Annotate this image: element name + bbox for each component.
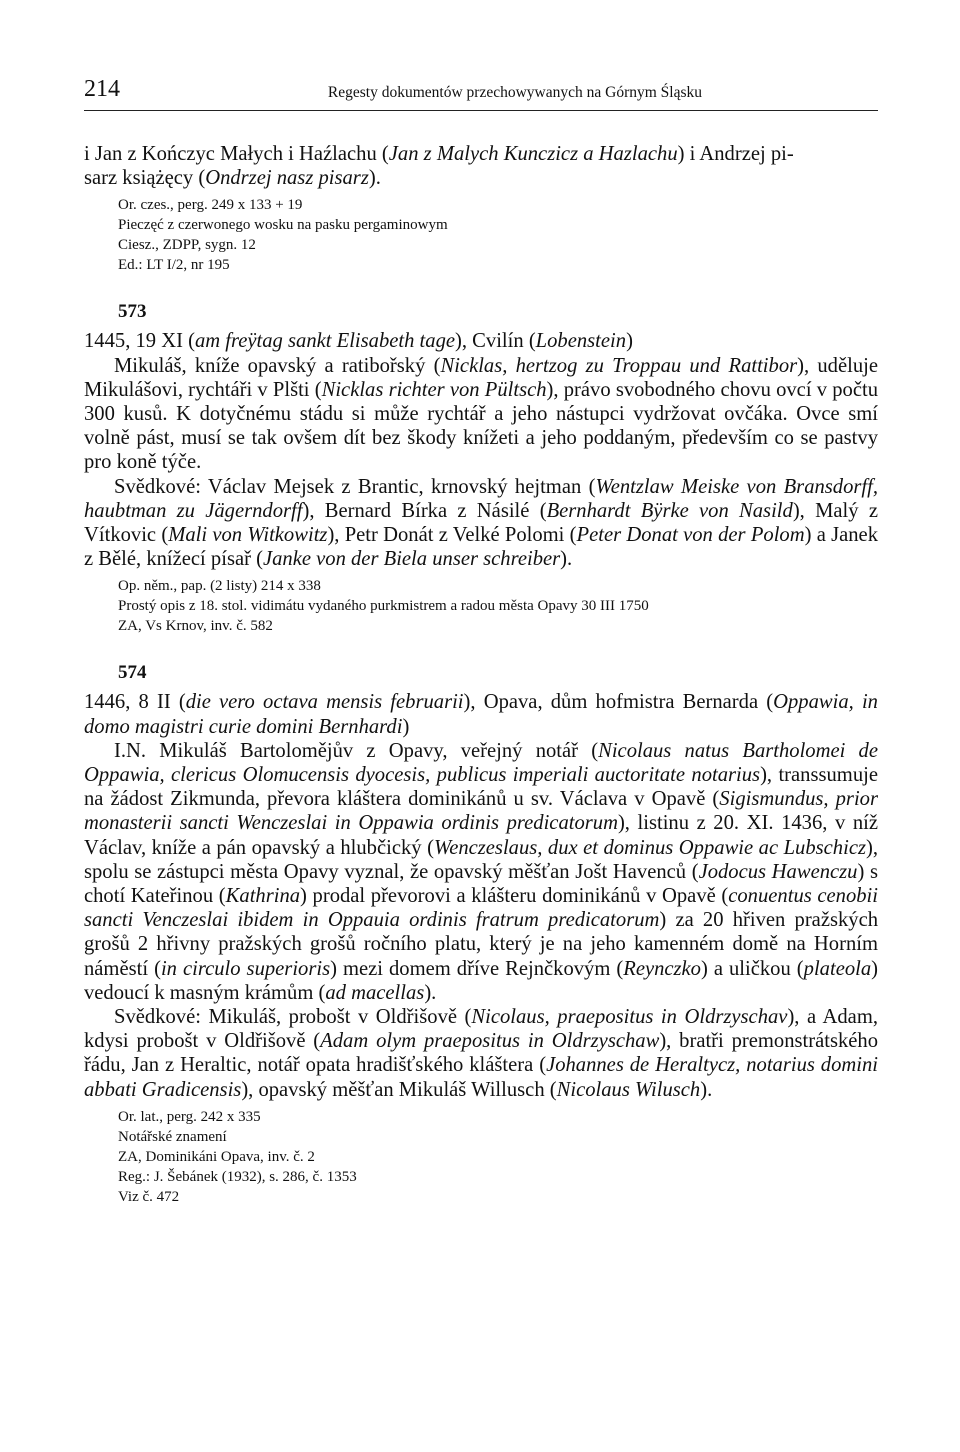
entry-date-place: 1446, 8 II (die vero octava mensis februarii), Opava, dům hofmistra Bernarda (Oppawia, in domo magistri curie domini Bernhardi): [84, 691, 878, 738]
archival-note: Op. něm., pap. (2 listy) 214 x 338: [118, 578, 321, 595]
entry-witnesses: Svědkové: Václav Mejsek z Brantic, krnovský hejtman (Wentzlaw Meiske von Bransdorff, haubtman zu Jägerndorff), Bernard Bírka z Násilé (Bernhardt Bÿrke von Nasild), Malý z Vítkovic (Mali von Witkowitz), Petr Donát z Velké Polomi (Peter Donat von der Polom) a Janek z Bělé, knížecí písař (Janke von der Biela unser schreiber).: [84, 475, 879, 571]
page-number: 214: [84, 76, 120, 102]
archival-note: Pieczęć z czerwonego wosku na pasku pergaminowym: [118, 217, 448, 234]
running-title: Regesty dokumentów przechowywanych na Górnym Śląsku: [327, 84, 702, 101]
archival-note: ZA, Vs Krnov, inv. č. 582: [118, 618, 273, 635]
continuation-line: sarz książęcy (Ondrzej nasz pisarz).: [84, 167, 381, 190]
entry-summary: I.N. Mikuláš Bartolomějův z Opavy, veřejný notář (Nicolaus natus Bartholomei de Oppawia, clericus Olomucensis dyocesis, publicus imperiali auctoritate notarius), transsumuje na žádost Zikmunda, převora kláštera dominikánů u sv. Václava v Opavě (Sigismundus, prior monasterii sancti Wenczeslai in Oppawia ordinis predicatorum), listinu z 20. XI. 1436, v níž Václav, kníže a pán opavský a hlubčický (Wenczeslaus, dux et dominus Oppawie ac Lubschicz), spolu se zástupci města Opavy vyznal, že opavský měšťan Jošt Havenců (Jodocus Hawenczu) s chotí Kateřinou (Kathrina) prodal převorovi a klášteru dominikánů v Opavě (conuentus cenobii sancti Venczeslai ibidem in Oppauia ordinis fratrum predicatorum) za 20 hřiven pražských grošů 2 hřivny pražských grošů ročního platu, který je na jeho kamenném domě na Horním náměstí (in circulo superioris) mezi domem dříve Rejnčkovým (Reynczko) a uličkou (plateola) vedoucí k masným krámům (ad macellas).: [84, 739, 879, 1004]
continuation-text: [84, 142, 878, 190]
archival-note: Reg.: J. Šebánek (1932), s. 286, č. 1353: [118, 1168, 357, 1185]
entry-summary: Mikuláš, kníže opavský a ratibořský (Nicklas, hertzog zu Troppau und Rattibor), uděluje Mikulášovi, rychtáři v Plšti (Nicklas richter von Pültsch), právo svobodného chovu ovcí v počtu 300 kusů. K dotyčnému stádu si může rychtář a jeho nástupci vydržovat ovčáka. Ovce smí volně pást, musí se tak ovšem dít bez škody knížeti a jeho poddaným, především co se pastvy pro koně týče.: [84, 354, 878, 474]
archival-note: Ciesz., ZDPP, sygn. 12: [118, 237, 256, 254]
archival-note: Viz č. 472: [118, 1188, 180, 1205]
archival-note: Or. czes., perg. 249 x 133 + 19: [118, 197, 303, 214]
entry-number: 574: [118, 662, 147, 684]
entry-date-place: 1445, 19 XI (am freÿtag sankt Elisabeth tage), Cvilín (Lobenstein): [84, 330, 633, 353]
entry-number: 573: [118, 301, 147, 323]
page-header: [84, 76, 878, 111]
archival-note: Or. lat., perg. 242 x 335: [118, 1108, 261, 1125]
archival-note: ZA, Dominikáni Opava, inv. č. 2: [118, 1148, 315, 1165]
archival-note: Ed.: LT I/2, nr 195: [118, 257, 230, 274]
entry-witnesses: Svědkové: Mikuláš, probošt v Oldřišově (Nicolaus, praepositus in Oldrzyschav), a Adam, kdysi probošt v Oldřišově (Adam olym praepositus in Oldrzyschaw), bratři premonstrátského řádu, Jan z Heraltic, notář opata hradišťského kláštera (Johannes de Heraltycz, notarius domini abbati Gradicensis), opavský měšťan Mikuláš Willusch (Nicolaus Wilusch).: [84, 1006, 879, 1101]
archival-note: Notářské znamení: [118, 1128, 227, 1145]
page-body: [84, 142, 878, 1207]
continuation-line: i Jan z Kończyc Małych i Haźlachu (Jan z Malych Kunczicz a Hazlachu) i Andrzej pi-: [84, 143, 794, 165]
archival-note: Prostý opis z 18. stol. vidimátu vydaného purkmistrem a radou města Opavy 30 III 1750: [118, 598, 649, 615]
